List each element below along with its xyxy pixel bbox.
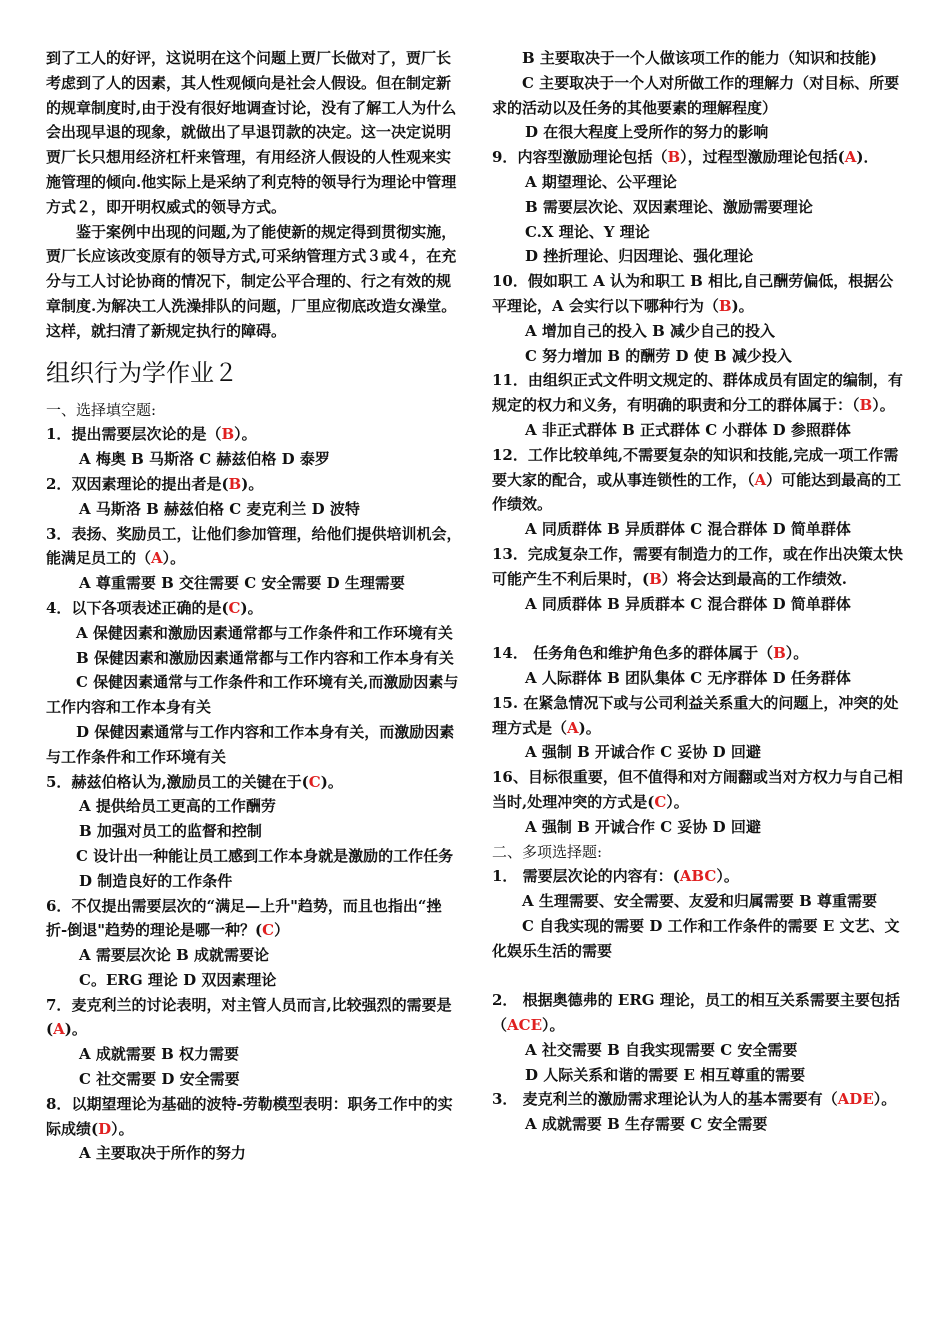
section-title-single-choice: 一、选择填空题:: [46, 400, 157, 419]
question-4: 4．以下各项表述正确的是(C)。: [46, 598, 263, 617]
answer-mark: ACE: [507, 1016, 543, 1035]
question-6-options-1: A 需要层次论 B 成就需要论: [79, 946, 269, 965]
question-8-option-b: B 主要取决于一个人做该项工作的能力（知识和技能): [522, 49, 877, 67]
question-8-option-a: A 主要取决于所作的努力: [79, 1144, 246, 1163]
question-5-option-d: D 制造良好的工作条件: [79, 871, 233, 890]
question-8: 8．以期望理论为基础的波特-劳勒模型表明：职务工作中的实际成绩(D）。: [46, 1094, 453, 1138]
multi-question-3-options: A 成就需要 B 生存需要 C 安全需要: [525, 1115, 768, 1134]
left-column: [46, 46, 462, 1166]
multi-question-3: 3． 麦克利兰的激励需求理论认为人的基本需要有（ADE）。: [492, 1090, 897, 1109]
multi-question-1: 1． 需要层次论的内容有：(ABC）。: [492, 867, 739, 886]
answer-mark: B: [228, 474, 242, 493]
question-11: 11．由组织正式文件明文规定的、群体成员有固定的编制，有规定的权力和义务，有明确的职责和分工的群体属于：（B）。: [492, 371, 903, 415]
multi-question-2: 2． 根据奥德弗的 ERG 理论，员工的相互关系需要主要包括（ACE）。: [492, 991, 900, 1035]
question-15: 15. 在紧急情况下或与公司利益关系重大的问题上，冲突的处理方式是（A)。: [492, 693, 899, 737]
question-13-options: A 同质群体 B 异质群本 C 混合群体 D 简单群体: [525, 594, 851, 613]
question-7-options-1: A 成就需要 B 权力需要: [79, 1045, 239, 1064]
question-7: 7．麦克利兰的讨论表明，对主管人员而言,比较强烈的需要是(A)。: [46, 995, 452, 1039]
question-10-options-2: C 努力增加 B 的酬劳 D 使 B 减少投入: [525, 346, 792, 365]
question-16: 16、目标很重要，但不值得和对方闹翻或当对方权力与自己相当时,处理冲突的方式是(C）。: [492, 768, 903, 811]
question-4-option-a: A 保健因素和激励因素通常都与工作条件和工作环境有关: [76, 623, 453, 642]
answer-mark: B: [649, 569, 662, 588]
question-11-options: A 非正式群体 B 正式群体 C 小群体 D 参照群体: [525, 420, 851, 439]
question-1-options: A 梅奥 B 马斯洛 C 赫兹伯格 D 泰罗: [79, 450, 330, 469]
question-1: 1．提出需要层次论的是（B）。: [46, 425, 257, 444]
question-9-option-c: C.X 理论、Y 理论: [525, 222, 650, 241]
question-13: 13．完成复杂工作，需要有制造力的工作，或在作出决策太快可能产生不利后果时，(B）将会达到最高的工作绩效.: [492, 544, 903, 588]
answer-mark: ABC: [679, 867, 717, 886]
multi-question-1-options-2: C 自我实现的需要 D 工作和工作条件的需要 E 文艺、文化娱乐生活的需要: [492, 916, 900, 960]
answer-mark: B: [221, 425, 235, 444]
question-4-option-d: D 保健因素通常与工作内容和工作本身有关，而激励因素与工作条件和工作环境有关: [46, 722, 455, 766]
answer-mark: C: [228, 598, 241, 617]
answer-mark: D: [98, 1119, 112, 1138]
answer-mark: C: [262, 921, 275, 940]
question-6-options-2: C。ERG 理论 D 双因素理论: [79, 970, 277, 989]
question-10: 10．假如职工 A 认为和职工 B 相比,自己酬劳偏低，根据公平理论，A 会实行以下哪种行为（B)。: [492, 272, 894, 315]
answer-mark: B: [859, 396, 873, 415]
answer-mark: B: [667, 148, 681, 167]
answer-mark: ADE: [837, 1090, 874, 1109]
question-16-options: A 强制 B 开诚合作 C 妥协 D 回避: [525, 817, 761, 836]
question-9: 9．内容型激励理论包括（B），过程型激励理论包括(A)．: [492, 148, 879, 167]
answer-mark: A: [844, 148, 857, 167]
question-9-option-b: B 需要层次论、双因素理论、激励需要理论: [525, 197, 813, 216]
answer-mark: B: [773, 644, 786, 663]
answer-mark: B: [718, 296, 732, 315]
answer-mark: C: [654, 792, 667, 811]
question-4-option-b: B 保健因素和激励因素通常都与工作内容和工作本身有关: [76, 648, 454, 667]
question-7-options-2: C 社交需要 D 安全需要: [79, 1070, 240, 1089]
question-2-options: A 马斯洛 B 赫兹伯格 C 麦克利兰 D 波特: [79, 499, 360, 518]
answer-mark: A: [567, 718, 579, 737]
question-8-option-c: C 主要取决于一个人对所做工作的理解力（对目标、所要求的活动以及任务的其他要素的理解程度）: [492, 73, 900, 117]
question-9-option-a: A 期望理论、公平理论: [525, 172, 677, 191]
answer-mark: C: [308, 772, 321, 791]
intro-paragraph-2: 鉴于案例中出现的问题,为了能使新的规定得到贯彻实施，贾厂长应该改变原有的领导方式,可采纳管理方式３或４，在充分与工人讨论协商的情况下，制定公平合理的、行之有效的规章制度.为解决工人洗澡排队的问题，厂里应彻底改造女澡堂。这样，就扫清了新规定执行的障碍。: [46, 222, 457, 340]
question-6: 6．不仅提出需要层次的“满足—上升"趋势，而且也指出“挫折-倒退"趋势的理论是哪一种？(C）: [46, 896, 442, 940]
multi-question-2-options-1: A 社交需要 B 自我实现需要 C 安全需要: [525, 1040, 798, 1059]
question-8-option-d: D 在很大程度上受所作的努力的影响: [525, 123, 769, 142]
answer-mark: A: [151, 549, 163, 568]
question-5-option-b: B 加强对员工的监督和控制: [79, 822, 262, 841]
section-title-multiple-choice: 二、多项选择题:: [492, 842, 603, 861]
question-14: 14． 任务角色和维护角色多的群体属于（B）。: [492, 644, 809, 663]
question-10-options-1: A 增加自己的投入 B 减少自己的投入: [525, 321, 775, 340]
question-5: 5．赫兹伯格认为,激励员工的关键在于(C)。: [46, 772, 343, 791]
intro-paragraph-1: 到了工人的好评，这说明在这个问题上贾厂长做对了，贾厂长考虑到了人的因素，其人性观倾向是社会人假设。但在制定新的规章制度时,由于没有很好地调查讨论，没有了解工人为什么会出现早退的现象，就做出了早退罚款的决定。这一决定说明贾厂长只想用经济杠杆来管理，有用经济人假设的人性观来实施管理的倾向.他实际上是采纳了利克特的领导行为理论中管理方式２，即开明权威式的领导方式。: [46, 49, 457, 216]
right-column: [492, 46, 908, 1137]
question-3: 3．表扬、奖励员工，让他们参加管理，给他们提供培训机会，能满足员工的（A）。: [46, 524, 462, 568]
answer-mark: A: [754, 470, 767, 489]
question-5-option-a: A 提供给员工更高的工作酬劳: [79, 797, 276, 816]
question-15-options: A 强制 B 开诚合作 C 妥协 D 回避: [525, 743, 761, 762]
question-12-options: A 同质群体 B 异质群体 C 混合群体 D 简单群体: [525, 520, 851, 539]
answer-mark: A: [53, 1020, 65, 1039]
question-12: 12．工作比较单纯,不需要复杂的知识和技能,完成一项工作需要大家的配合，或从事连锁性的工作，（A）可能达到最高的工作绩效。: [492, 445, 902, 514]
question-4-option-c: C 保健因素通常与工作条件和工作环境有关,而激励因素与工作内容和工作本身有关: [46, 673, 459, 717]
question-5-option-c: C 设计出一种能让员工感到工作本身就是激励的工作任务: [76, 846, 454, 865]
multi-question-2-options-2: D 人际关系和谐的需要 E 相互尊重的需要: [525, 1065, 806, 1084]
assignment-heading: 组织行为学作业２: [46, 358, 238, 387]
question-9-option-d: D 挫折理论、归因理论、强化理论: [525, 247, 754, 266]
blank-line: [492, 963, 908, 988]
question-14-options: A 人际群体 B 团队集体 C 无序群体 D 任务群体: [525, 668, 851, 687]
question-3-options: A 尊重需要 B 交往需要 C 安全需要 D 生理需要: [79, 574, 405, 593]
multi-question-1-options-1: A 生理需要、安全需要、友爱和归属需要 B 尊重需要: [522, 892, 877, 911]
question-2: 2．双因素理论的提出者是(B)。: [46, 474, 264, 493]
blank-line: [492, 616, 908, 641]
